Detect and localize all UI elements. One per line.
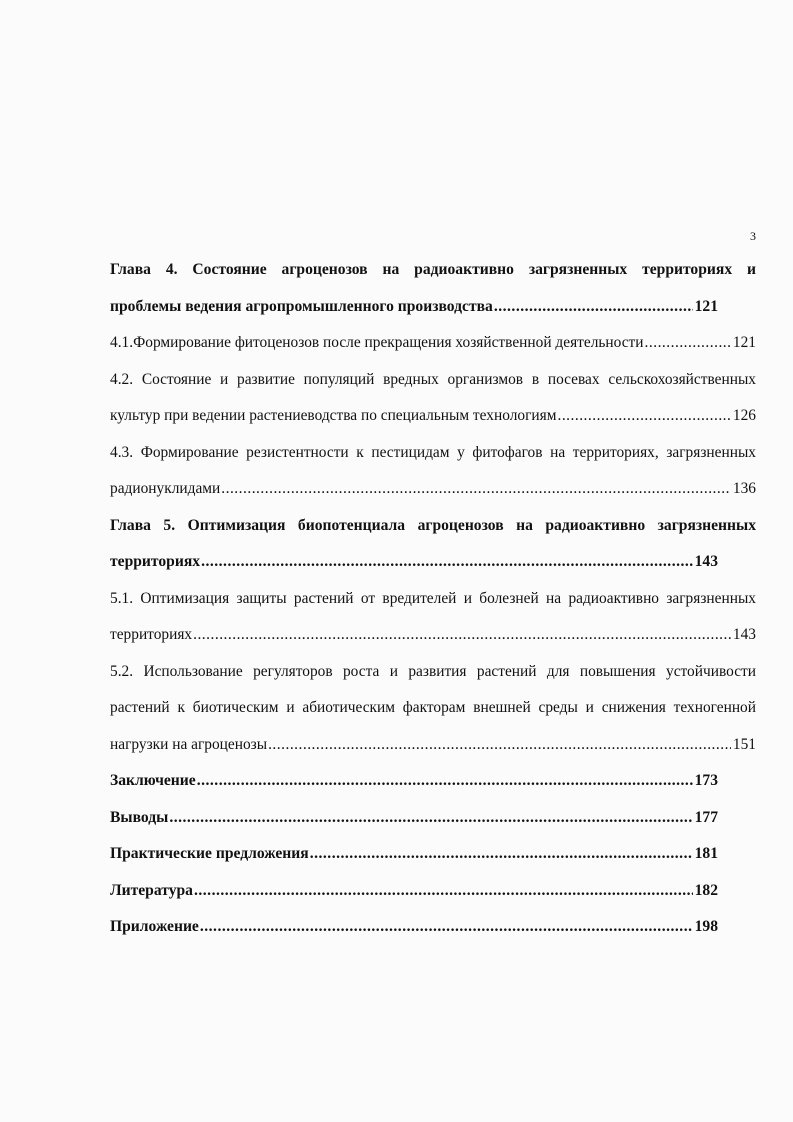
dot-leader [645, 325, 731, 362]
toc-entry-section-4-3[interactable] [110, 435, 756, 508]
toc-entry-text: 4.1.Формирование фитоценозов после прекращения хозяйственной деятельности [110, 334, 644, 351]
dot-leader [557, 398, 730, 435]
toc-page-number: 151 [732, 735, 756, 753]
toc-entry-findings[interactable] [110, 800, 756, 837]
toc-page-number: 143 [694, 553, 718, 570]
toc-entry-practical-proposals[interactable] [110, 836, 756, 873]
toc-entry-text: 4.2. Состояние и развитие популяций вредных организмов в посевах сельскохозяйственных [110, 370, 756, 388]
dot-leader [310, 836, 693, 873]
toc-page-number: 198 [694, 918, 718, 935]
toc-entry-literature[interactable] [110, 873, 756, 910]
toc-entry-text: Глава 5. Оптимизация биопотенциала агроценозов на радиоактивно загрязненных [110, 516, 756, 534]
toc-entry-appendix[interactable] [110, 909, 756, 946]
dot-leader [268, 727, 731, 764]
toc-entry-section-5-1[interactable] [110, 581, 756, 654]
toc-entry-text: радионуклидами [110, 480, 221, 497]
toc-entry-text: Заключение [110, 772, 196, 789]
toc-page-number: 143 [732, 626, 756, 643]
toc-entry-section-5-2[interactable] [110, 654, 756, 764]
dot-leader [200, 909, 693, 946]
toc-page-number: 121 [694, 297, 718, 315]
toc-page-number: 121 [732, 334, 756, 351]
table-of-contents [110, 252, 756, 946]
dot-leader [201, 544, 693, 581]
toc-entry-text: проблемы ведения агропромышленного производства [110, 297, 493, 315]
toc-page-number: 126 [732, 407, 756, 424]
toc-page-number: 177 [694, 808, 718, 826]
toc-entry-text: нагрузки на агроценозы [110, 735, 268, 753]
toc-entry-chapter-4[interactable] [110, 252, 756, 325]
toc-entry-text: Приложение [110, 918, 199, 935]
dot-leader [169, 800, 692, 837]
dot-leader [193, 617, 731, 654]
toc-entry-text: Выводы [110, 808, 169, 826]
page-number: 3 [750, 229, 756, 243]
toc-entry-text: 5.2. Использование регуляторов роста и развития растений для повышения устойчивости [110, 662, 756, 680]
toc-page-number: 182 [694, 881, 718, 899]
toc-entry-text: территориях [110, 626, 193, 643]
toc-entry-section-4-1[interactable] [110, 325, 756, 362]
toc-page-number: 181 [694, 845, 718, 862]
dot-leader [197, 763, 693, 800]
toc-entry-text: 5.1. Оптимизация защиты растений от вредителей и болезней на радиоактивно загрязненных [110, 589, 756, 607]
toc-entry-text: территориях [110, 553, 201, 570]
toc-entry-text: растений к биотическим и абиотическим факторам внешней среды и снижения техногенной [110, 699, 756, 716]
toc-entry-text: культур при ведении растениеводства по специальным технологиям [110, 407, 557, 424]
toc-entry-text: 4.3. Формирование резистентности к пестицидам у фитофагов на территориях, загрязненных [110, 443, 756, 461]
toc-entry-text: Литература [110, 881, 193, 899]
dot-leader [494, 289, 693, 326]
toc-entry-text: Глава 4. Состояние агроценозов на радиоактивно загрязненных территориях и [110, 261, 756, 278]
dot-leader [194, 873, 693, 910]
toc-entry-conclusion[interactable] [110, 763, 756, 800]
toc-entry-chapter-5[interactable] [110, 508, 756, 581]
dot-leader [221, 471, 731, 508]
toc-entry-text: Практические предложения [110, 845, 309, 862]
toc-entry-section-4-2[interactable] [110, 362, 756, 435]
toc-page-number: 173 [694, 772, 718, 789]
toc-page-number: 136 [732, 480, 756, 497]
